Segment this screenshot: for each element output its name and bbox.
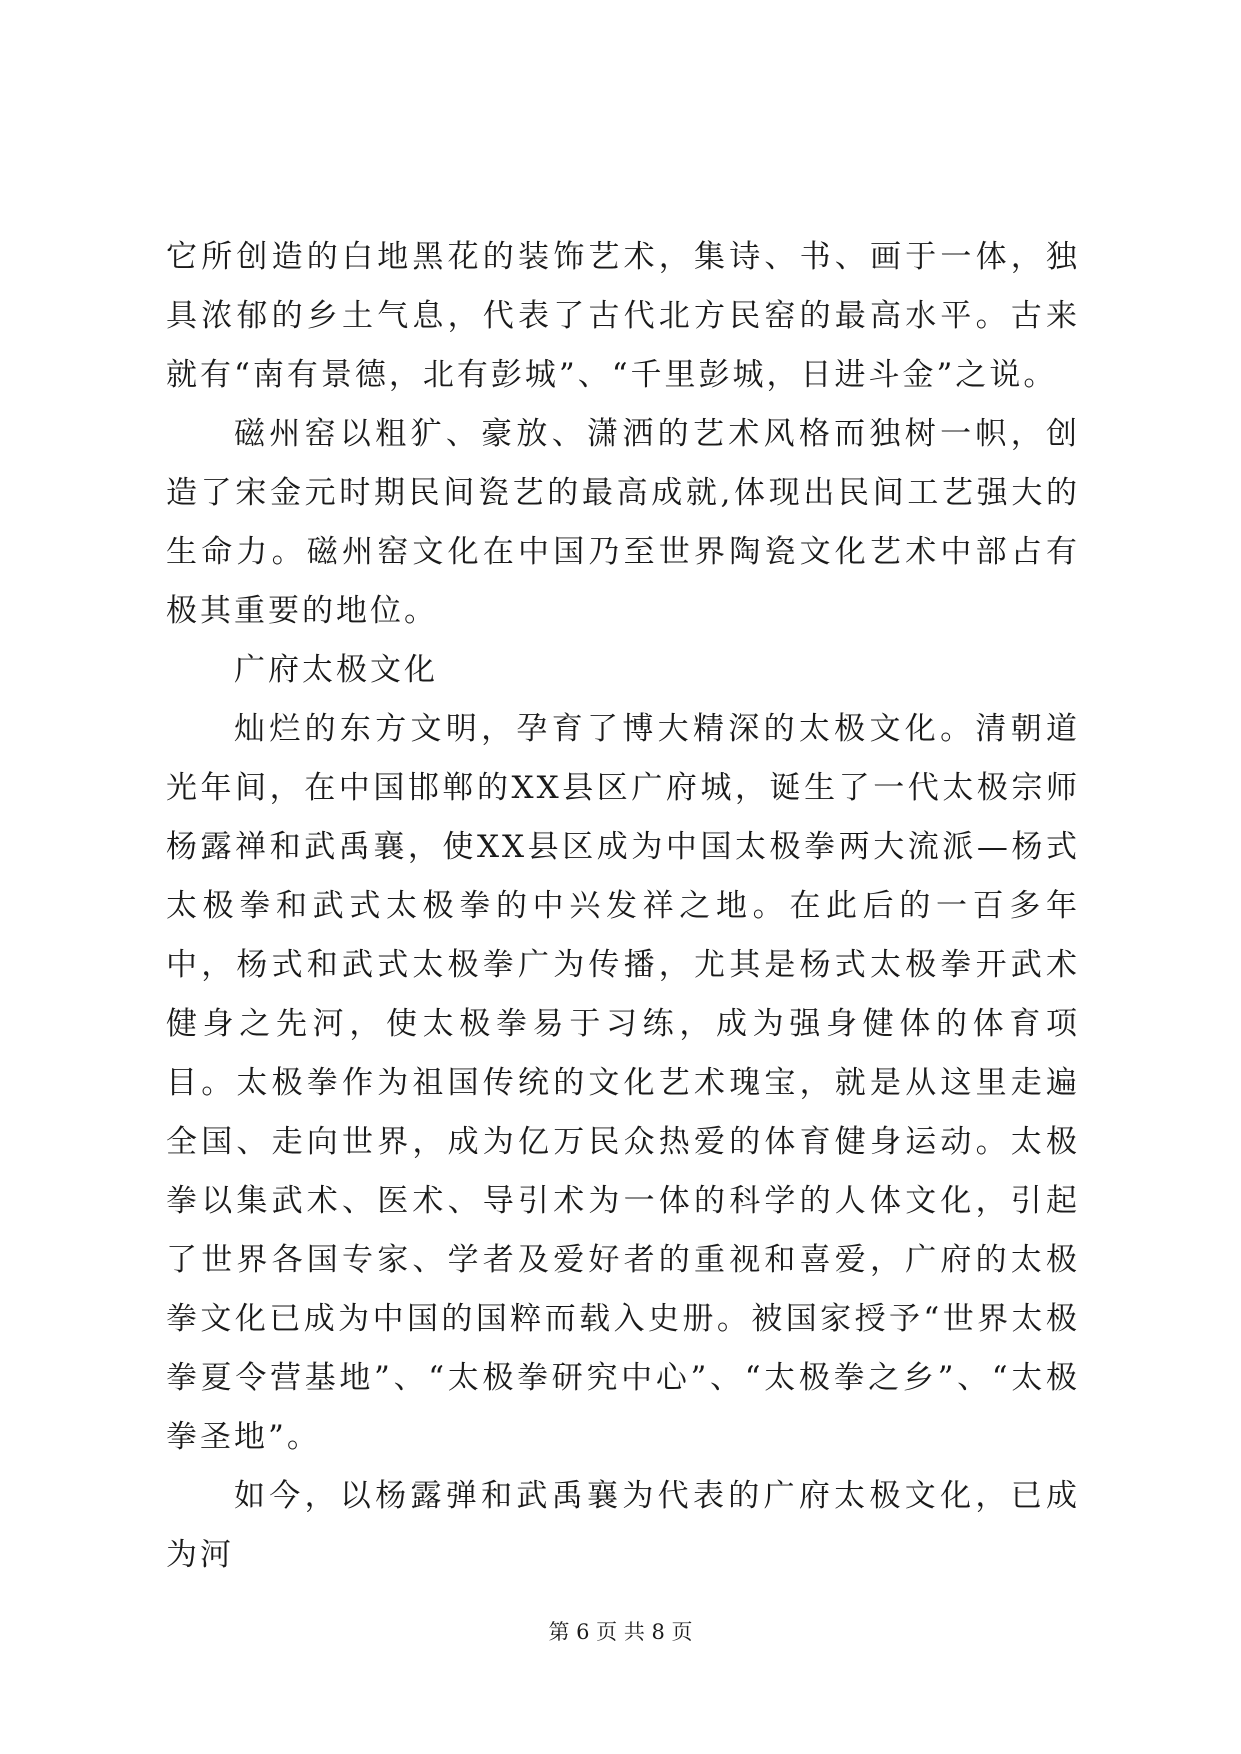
paragraph-taiji-today: 如今，以杨露弹和武禹襄为代表的广府太极文化，已成为河 xyxy=(166,1478,1080,1573)
page-number-footer: 第 6 页 共 8 页 xyxy=(548,1620,693,1644)
paragraph-taiji-history: 灿烂的东方文明，孕育了博大精深的太极文化。清朝道光年间，在中国邯郸的XX县区广府城，诞生了一代太极宗师杨露禅和武禹襄，使XX县区成为中国太极拳两大流派—杨式太极拳和武式太极拳的中兴发祥之地。在此后的一百多年中，杨式和武式太极拳广为传播，尤其是杨式太极拳开武术健身之先河，使太极拳易于习练，成为强身健体的体育项目。太极拳作为祖国传统的文化艺术瑰宝，就是从这里走遍全国、走向世界，成为亿万民众热爱的体育健身运动。太极拳以集武术、医术、导引术为一体的科学的人体文化，引起了世界各国专家、学者及爱好者的重视和喜爱，广府的太极拳文化已成为中国的国粹而载入史册。被国家授予“世界太极拳夏令营基地”、“太极拳研究中心”、“太极拳之乡”、“太极拳圣地”。 xyxy=(166,711,1080,1455)
section-heading-guangfu-taiji: 广府太极文化 xyxy=(234,652,438,688)
paragraph-cizhou-decoration: 它所创造的白地黑花的装饰艺术，集诗、书、画于一体，独具浓郁的乡土气息，代表了古代北方民窑的最高水平。古来就有“南有景德，北有彭城”、“千里彭城，日进斗金”之说。 xyxy=(166,239,1080,393)
document-body xyxy=(166,228,1080,1585)
paragraph-cizhou-style: 磁州窑以粗犷、豪放、潇洒的艺术风格而独树一帜，创造了宋金元时期民间瓷艺的最高成就,体现出民间工艺强大的生命力。磁州窑文化在中国乃至世界陶瓷文化艺术中部占有极其重要的地位。 xyxy=(166,416,1080,629)
